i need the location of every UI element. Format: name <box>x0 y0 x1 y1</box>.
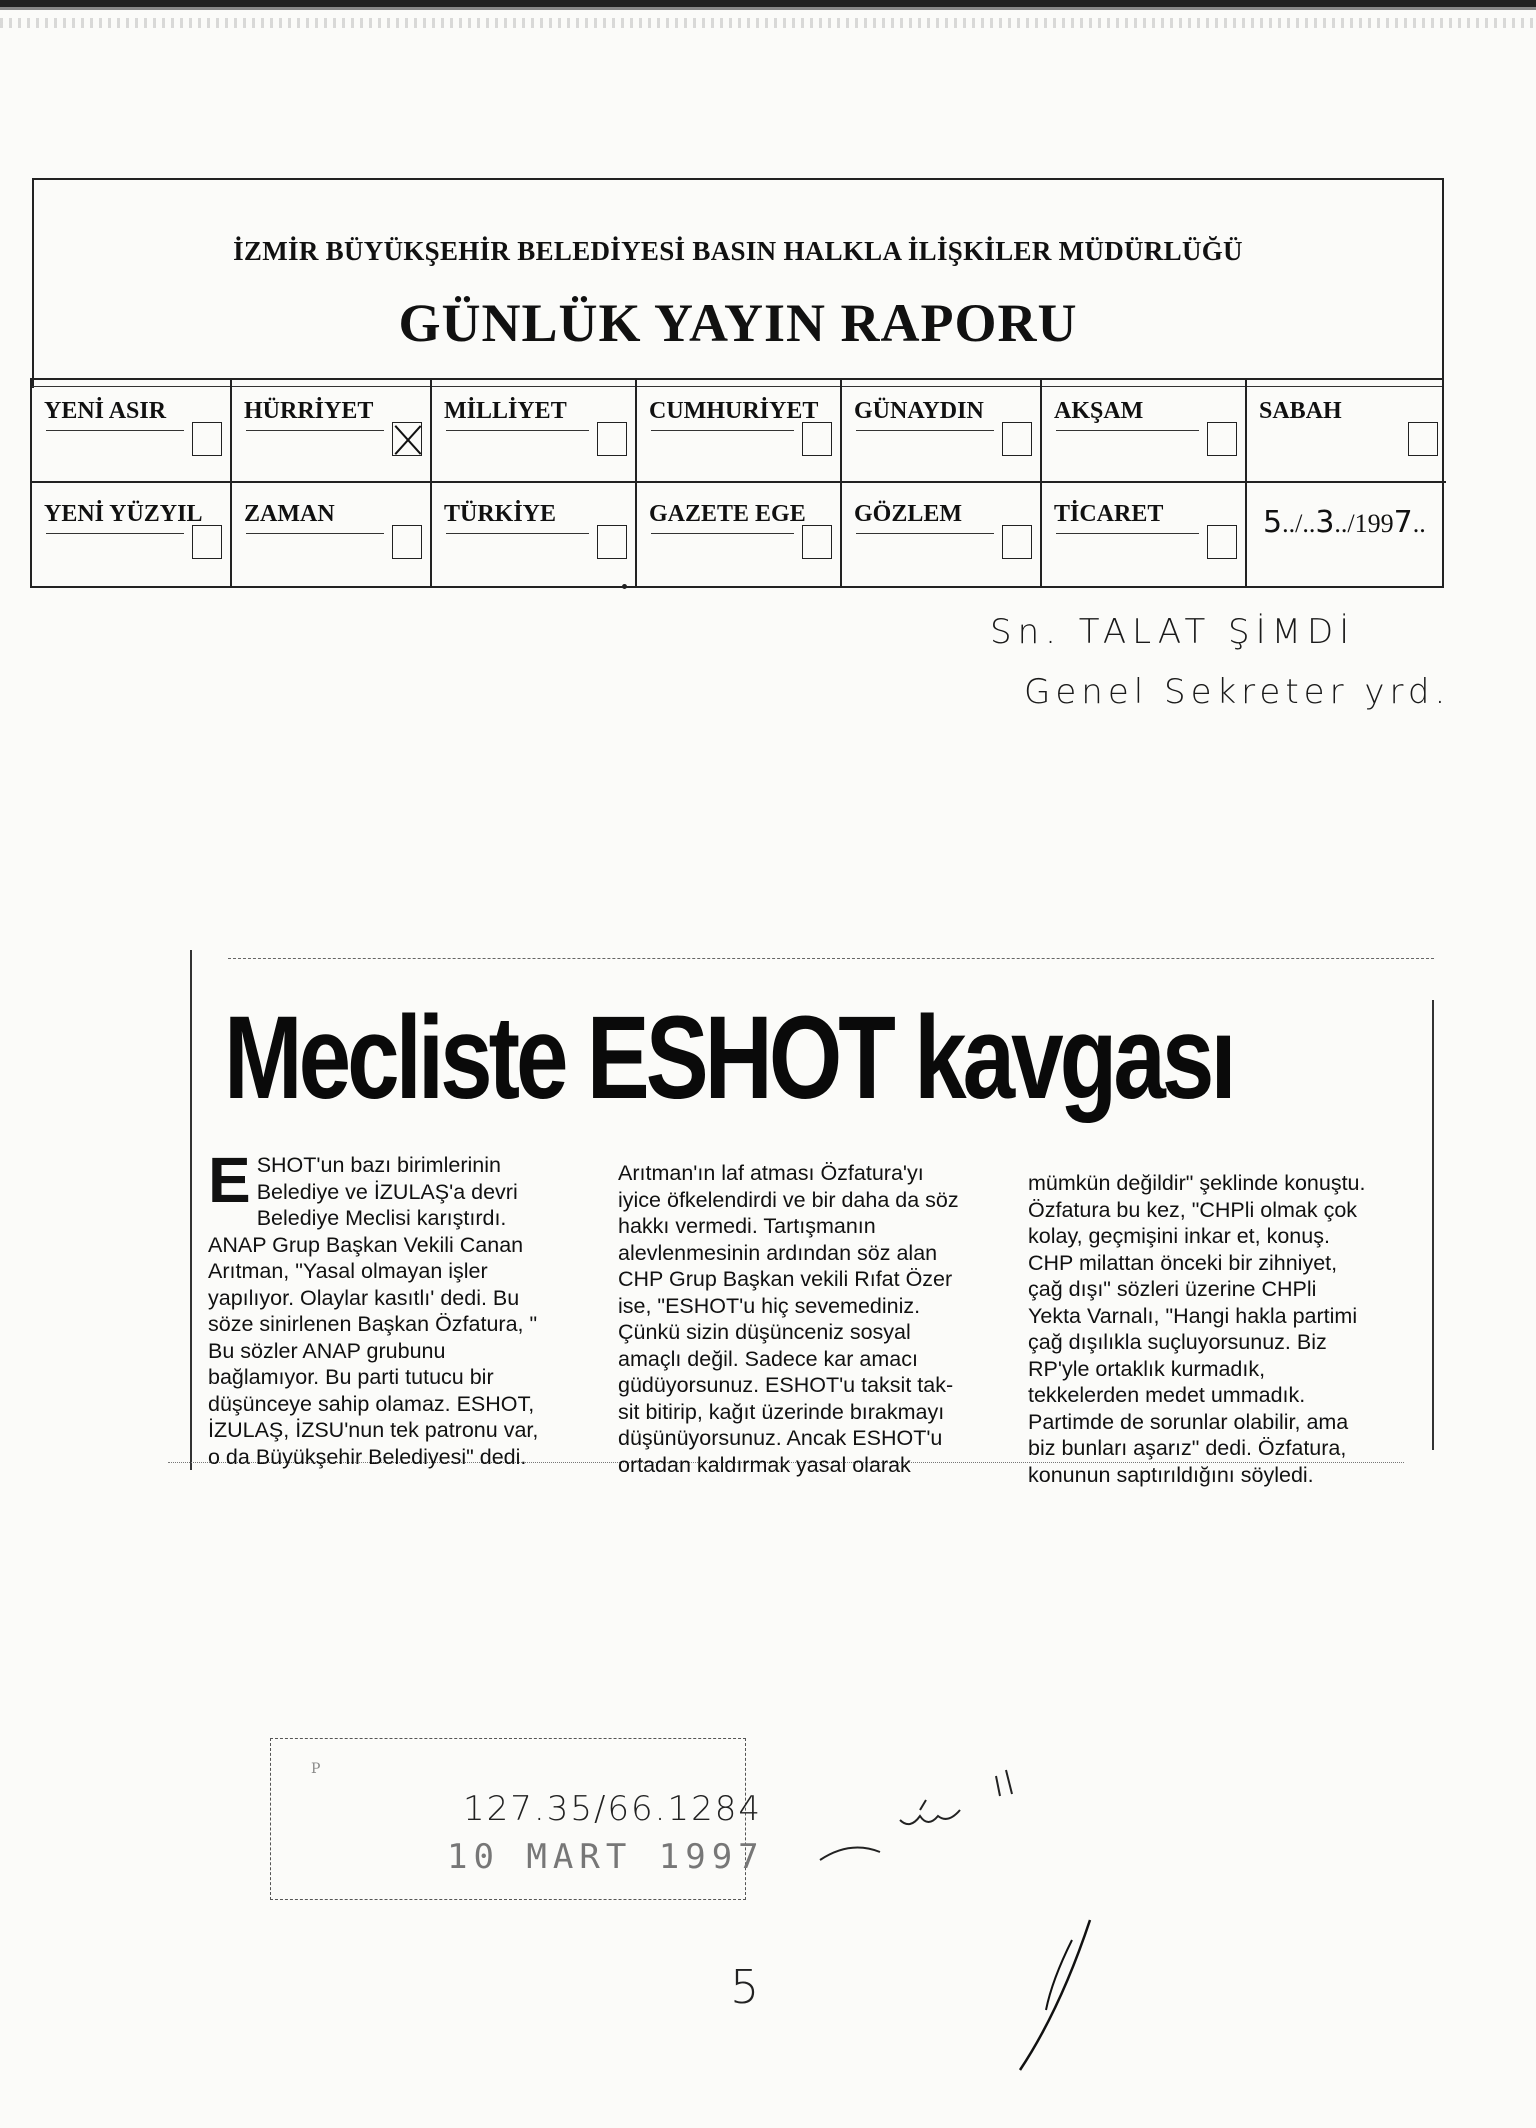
report-title: GÜNLÜK YAYIN RAPORU <box>398 293 1078 353</box>
text-line: Çünkü sizin düşünceniz sosyal <box>618 1320 911 1344</box>
text-line: o da Büyükşehir Belediyesi" dedi. <box>208 1444 527 1469</box>
newspaper-cell-ticaret <box>1042 483 1247 586</box>
newspaper-label: MİLLİYET <box>444 398 567 424</box>
text-line: söze sinirlenen Başkan Özfatura, " <box>208 1312 538 1336</box>
text-line: güdüyorsunuz. ESHOT'u taksit tak- <box>618 1373 954 1397</box>
text-line: düşünceye sahip olamaz. ESHOT, <box>208 1391 535 1416</box>
text-line: tekkelerden medet ummadık. <box>1028 1383 1306 1407</box>
checkbox[interactable] <box>192 525 222 559</box>
newspaper-label: GÜNAYDIN <box>854 398 984 424</box>
article-column-2 <box>618 1160 1018 1478</box>
text-line: çağ dışı" sözleri üzerine CHPli <box>1028 1277 1317 1301</box>
text-line: CHP Grup Başkan vekili Rıfat Özer <box>618 1267 953 1291</box>
checkbox[interactable] <box>392 525 422 559</box>
clip-edge <box>228 958 1434 959</box>
handwritten-title: Genel Sekreter yrd. <box>1024 672 1451 712</box>
newspaper-cell-cumhuriyet <box>637 380 842 483</box>
newspaper-cell-turkiye <box>432 483 637 586</box>
newspaper-cell-yeni-yuzyil <box>32 483 232 586</box>
newspaper-cell-gunaydin <box>842 380 1042 483</box>
newspaper-label: YENİ ASIR <box>44 398 167 424</box>
checkbox[interactable] <box>597 525 627 559</box>
checkbox[interactable] <box>802 525 832 559</box>
text-line: sit bitirip, kağıt üzerinde bırakmayı <box>618 1399 945 1424</box>
underline <box>651 533 794 534</box>
newspaper-label: TİCARET <box>1054 501 1164 527</box>
underline <box>446 430 589 431</box>
checkbox-checked[interactable] <box>392 422 422 456</box>
underline <box>1056 533 1199 534</box>
ink-dot <box>622 584 627 589</box>
article-headline: Mecliste ESHOT kavgası <box>224 992 1233 1124</box>
handwritten-mark: 5 <box>730 1960 760 2014</box>
newspaper-cell-milliyet <box>432 380 637 483</box>
underline <box>1056 430 1199 431</box>
date-cell <box>1247 483 1446 586</box>
text-line: çağ dışılıkla suçluyorsunuz. Biz <box>1028 1330 1327 1354</box>
newspaper-label: SABAH <box>1259 398 1342 424</box>
text-line: amaçlı değil. Sadece kar amacı <box>618 1346 918 1371</box>
checkbox[interactable] <box>1207 422 1237 456</box>
text-line: Belediye Meclisi karıştırdı. <box>256 1206 507 1230</box>
drop-cap: E <box>208 1144 251 1216</box>
newspaper-label: HÜRRİYET <box>244 398 374 424</box>
text-line: konunun saptırıldığını söyledi. <box>1028 1462 1314 1487</box>
checkbox[interactable] <box>1408 422 1438 456</box>
underline <box>46 533 184 534</box>
text-line: bağlamıyor. Bu parti tutucu bir <box>208 1365 494 1389</box>
underline <box>246 533 384 534</box>
text-line: CHP milattan önceki bir zihniyet, <box>1028 1250 1338 1275</box>
handwritten-recipient: Sn. TALAT ŞİMDİ <box>990 612 1356 652</box>
newspaper-label: TÜRKİYE <box>444 501 557 527</box>
newspaper-cell-hurriyet <box>232 380 432 483</box>
text-line: ANAP Grup Başkan Vekili Canan <box>208 1232 524 1257</box>
newspaper-clipping <box>168 950 1434 1487</box>
text-line: Partimde de sorunlar olabilir, ama <box>1028 1409 1349 1434</box>
checkbox[interactable] <box>192 422 222 456</box>
newspaper-label: ZAMAN <box>244 501 335 527</box>
scan-top-edge <box>0 0 1536 14</box>
underline <box>246 430 384 431</box>
underline <box>651 430 794 431</box>
text-line: RP'yle ortaklık kurmadık, <box>1028 1356 1266 1381</box>
date-day: 5 <box>1263 505 1283 540</box>
text-line: biz bunları aşarız" dedi. Özfatura, <box>1028 1436 1347 1460</box>
newspaper-cell-zaman <box>232 483 432 586</box>
date-year-digit: 7 <box>1393 505 1413 540</box>
text-line: ise, "ESHOT'u hiç sevemediniz. <box>618 1293 921 1318</box>
clip-edge <box>1432 1000 1434 1450</box>
checkbox[interactable] <box>802 422 832 456</box>
checkbox[interactable] <box>1002 525 1032 559</box>
article-column-3 <box>1028 1170 1428 1488</box>
newspaper-cell-sabah <box>1247 380 1446 483</box>
text-line: düşünüyorsunuz. Ancak ESHOT'u <box>618 1426 943 1450</box>
article-column-1 <box>208 1144 608 1470</box>
date-month: 3 <box>1315 505 1335 540</box>
underline <box>856 533 994 534</box>
text-line: Arıtman'ın laf atması Özfatura'yı <box>618 1161 924 1185</box>
text-line: Bu sözler ANAP grubunu <box>208 1338 446 1363</box>
clip-edge <box>190 950 192 1470</box>
text-line: mümkün değildir" şeklinde konuştu. <box>1028 1171 1366 1195</box>
report-date[interactable]: 5../..3../1997.. <box>1263 505 1426 540</box>
newspaper-label: YENİ YÜZYIL <box>44 501 203 527</box>
underline <box>46 430 184 431</box>
newspaper-label: GAZETE EGE <box>649 501 806 527</box>
text-line: ortadan kaldırmak yasal olarak <box>618 1452 911 1477</box>
checkbox[interactable] <box>1207 525 1237 559</box>
checkbox[interactable] <box>597 422 627 456</box>
newspaper-label: GÖZLEM <box>854 501 963 527</box>
text-line: alevlenmesinin ardından söz alan <box>618 1240 938 1265</box>
newspaper-cell-gazete-ege <box>637 483 842 586</box>
text-line: Yekta Varnalı, "Hangi hakla partimi <box>1028 1303 1358 1328</box>
date-year-prefix: 199 <box>1354 509 1394 538</box>
text-line: Özfatura bu kez, "CHPli olmak çok <box>1028 1197 1358 1222</box>
registry-stamp <box>270 1738 765 1900</box>
stamp-date: 10 MART 1997 <box>447 1837 765 1877</box>
text-line: İZULAŞ, İZSU'nun tek patronu var, <box>208 1418 539 1442</box>
text-line: SHOT'un bazı birimlerinin <box>256 1153 501 1177</box>
underline <box>446 533 589 534</box>
underline <box>856 430 994 431</box>
newspaper-cell-gozlem <box>842 483 1042 586</box>
signature-scribble <box>700 1740 1180 2080</box>
newspaper-label: CUMHURİYET <box>649 398 819 424</box>
organization-name: İZMİR BÜYÜKŞEHİR BELEDİYESİ BASIN HALKLA İLİŞKİLER MÜDÜRLÜĞÜ <box>233 236 1243 266</box>
text-line: yapılıyor. Olaylar kasıtlı' dedi. Bu <box>208 1285 520 1310</box>
report-header <box>32 178 1444 388</box>
newspaper-cell-aksam <box>1042 380 1247 483</box>
text-line: kolay, geçmişini inkar et, konuş. <box>1028 1224 1330 1248</box>
newspaper-grid <box>30 378 1444 588</box>
newspaper-label: AKŞAM <box>1054 398 1144 424</box>
newspaper-cell-yeni-asir <box>32 380 232 483</box>
stamp-mark: P <box>311 1761 321 1777</box>
text-line: iyice öfkelendirdi ve bir daha da söz <box>618 1187 959 1212</box>
text-line: hakkı vermedi. Tartışmanın <box>618 1214 876 1238</box>
text-line: Belediye ve İZULAŞ'a devri <box>256 1179 518 1204</box>
registry-number: 127.35/66.1284 <box>463 1789 763 1829</box>
scan-noise <box>0 18 1536 28</box>
text-line: Arıtman, "Yasal olmayan işler <box>208 1259 488 1283</box>
checkbox[interactable] <box>1002 422 1032 456</box>
